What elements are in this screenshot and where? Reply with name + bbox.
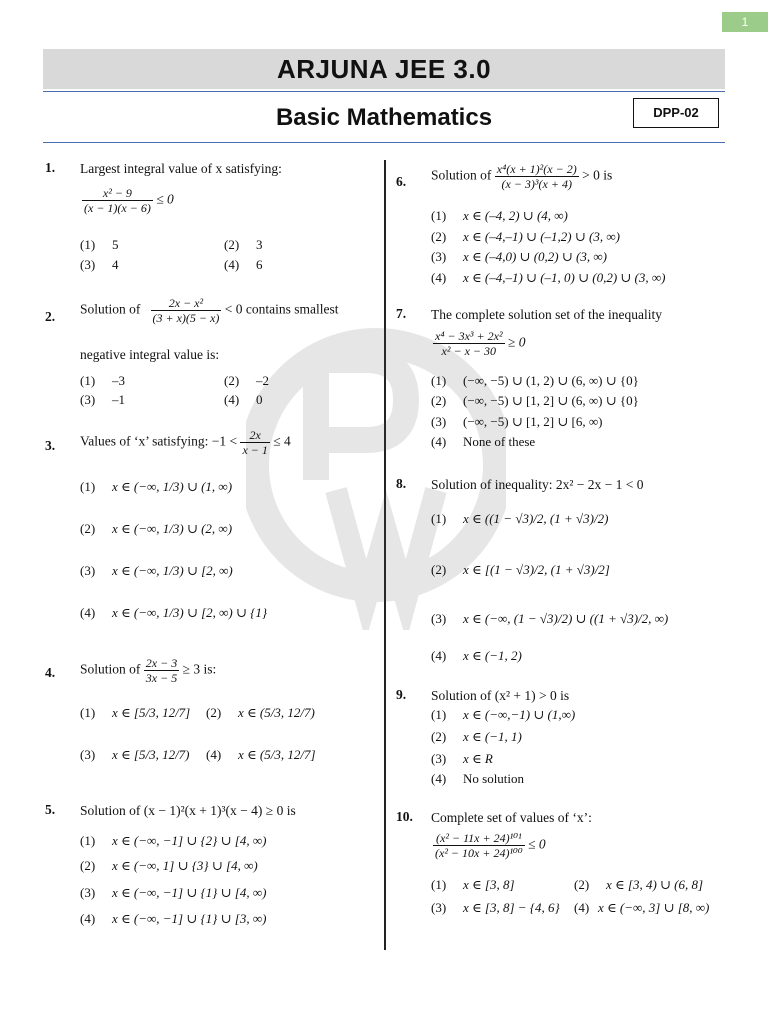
page-title: ARJUNA JEE 3.0 (43, 49, 725, 89)
option-text: x ∈ (−∞,−1) ∪ (1,∞) (463, 707, 576, 722)
q4-numerator: 2x − 3 (145, 656, 178, 670)
page-subtitle: Basic Mathematics (275, 104, 493, 131)
q3-denominator: x − 1 (242, 443, 268, 457)
dpp-badge: DPP-02 (633, 98, 719, 128)
q8-option-3[interactable] (431, 610, 668, 628)
option-text: 4 (112, 257, 119, 272)
q4-number: 4. (45, 665, 56, 680)
q6-number: 6. (396, 174, 407, 189)
q3-relation: ≤ 4 (273, 433, 291, 449)
q4-option-2[interactable] (206, 704, 315, 722)
option-text: x ∈ [3, 8] (463, 877, 515, 892)
option-text: 5 (112, 237, 119, 252)
option-label: (4) (224, 257, 240, 272)
option-label: (2) (80, 521, 96, 536)
q5-number: 5. (45, 802, 56, 817)
option-label: (3) (431, 751, 447, 766)
option-text: –1 (112, 392, 125, 407)
q10-denominator: (x² − 10x + 24)¹⁰⁰ (435, 846, 523, 860)
q5-option-1[interactable] (80, 832, 266, 850)
option-text: –3 (112, 373, 125, 388)
option-label: (4) (206, 747, 222, 762)
option-text: x ∈ (−∞, 1/3) ∪ (1, ∞) (112, 479, 233, 494)
q6-option-3[interactable] (431, 248, 607, 266)
option-text: 3 (256, 237, 263, 252)
page-number: 1 (722, 12, 768, 32)
q1-option-2[interactable] (224, 236, 263, 254)
option-text: x ∈ (–4,–1) ∪ (–1, 0) ∪ (0,2) ∪ (3, ∞) (463, 270, 666, 285)
q4-relation: ≥ 3 is: (182, 661, 217, 677)
q7-number: 7. (396, 306, 407, 321)
q3-option-2[interactable] (80, 520, 232, 538)
option-text: x ∈ (−∞, −1] ∪ {1} ∪ [3, ∞) (112, 911, 267, 926)
q2-prefix: Solution of (80, 301, 141, 317)
q3-text (80, 428, 291, 457)
q10-option-4[interactable] (574, 899, 709, 917)
q7-option-4[interactable] (431, 433, 535, 451)
option-text: x ∈ (−∞, (1 − √3)/2) ∪ ((1 + √3)/2, ∞) (463, 611, 669, 626)
q8-option-1[interactable] (431, 510, 608, 528)
q9-option-2[interactable] (431, 728, 522, 746)
option-label: (3) (80, 747, 96, 762)
option-text: x ∈ ((1 − √3)/2, (1 + √3)/2) (463, 511, 609, 526)
q5-option-2[interactable] (80, 857, 258, 875)
option-label: (2) (574, 877, 590, 892)
q7-expression (433, 329, 525, 358)
option-label: (3) (431, 414, 447, 429)
option-text: x ∈ (−∞, 1/3) ∪ [2, ∞) (112, 563, 233, 578)
q6-prefix: Solution of (431, 167, 492, 183)
option-label: (3) (80, 257, 96, 272)
q3-option-4[interactable] (80, 604, 267, 622)
q7-text: The complete solution set of the inequality (431, 307, 662, 322)
q8-option-4[interactable] (431, 647, 522, 665)
q1-denominator: (x − 1)(x − 6) (84, 201, 151, 215)
q7-relation: ≥ 0 (507, 334, 526, 350)
option-label: (4) (431, 434, 447, 449)
option-label: (2) (431, 729, 447, 744)
option-label: (1) (431, 707, 447, 722)
q1-option-4[interactable] (224, 256, 263, 274)
option-text: 6 (256, 257, 263, 272)
q2-relation: < 0 contains smallest (224, 301, 339, 317)
option-text: x ∈ (−∞, 1/3) ∪ (2, ∞) (112, 521, 233, 536)
title-underline (43, 91, 725, 92)
option-label: (1) (80, 373, 96, 388)
q3-option-3[interactable] (80, 562, 233, 580)
option-text: x ∈ (–4,0) ∪ (0,2) ∪ (3, ∞) (463, 249, 607, 264)
q4-prefix: Solution of (80, 661, 141, 677)
option-label: (4) (431, 270, 447, 285)
option-text: None of these (463, 434, 536, 449)
option-text: x ∈ (−∞, 3] ∪ [8, ∞) (598, 900, 710, 915)
q3-option-1[interactable] (80, 478, 232, 496)
option-label: (1) (80, 237, 96, 252)
option-text: (−∞, −5) ∪ (1, 2) ∪ (6, ∞) ∪ {0} (463, 373, 639, 388)
q9-number: 9. (396, 687, 407, 702)
option-label: (3) (431, 249, 447, 264)
q3-prefix: Values of ‘x’ satisfying: −1 < (80, 433, 238, 449)
option-text: x ∈ [3, 4) ∪ (6, 8] (606, 877, 704, 892)
q2-option-1[interactable] (80, 372, 125, 390)
option-label: (2) (224, 237, 240, 252)
q7-numerator: x⁴ − 3x³ + 2x² (435, 329, 503, 343)
option-label: (3) (431, 900, 447, 915)
q1-relation: ≤ 0 (156, 191, 174, 207)
q5-text: Solution of (x − 1)²(x + 1)³(x − 4) ≥ 0 is (80, 803, 296, 818)
option-text: x ∈ (−∞, −1] ∪ {2} ∪ [4, ∞) (112, 833, 267, 848)
q10-numerator: (x² − 11x + 24)¹⁰¹ (433, 831, 525, 846)
q2-denominator: (3 + x)(5 − x) (152, 311, 220, 325)
q9-option-3[interactable] (431, 750, 493, 768)
q2-option-4[interactable] (224, 391, 263, 409)
option-label: (1) (431, 208, 447, 223)
option-label: (4) (574, 900, 590, 915)
q10-expression (433, 831, 546, 860)
option-label: (3) (80, 392, 96, 407)
option-text: x ∈ (−1, 2) (463, 648, 522, 663)
q8-option-2[interactable] (431, 561, 610, 579)
option-text: x ∈ [(1 − √3)/2, (1 + √3)/2] (463, 562, 610, 577)
option-label: (3) (431, 611, 447, 626)
option-label: (2) (206, 705, 222, 720)
q6-option-1[interactable] (431, 207, 568, 225)
option-label: (2) (431, 393, 447, 408)
option-label: (2) (431, 229, 447, 244)
q10-option-3[interactable] (431, 899, 560, 917)
q7-option-3[interactable] (431, 413, 602, 431)
q8-number: 8. (396, 476, 407, 491)
option-text: x ∈ (–4,–1) ∪ (–1,2) ∪ (3, ∞) (463, 229, 620, 244)
q10-relation: ≤ 0 (528, 836, 546, 852)
q4-option-1[interactable] (80, 704, 190, 722)
option-label: (1) (431, 877, 447, 892)
q9-text: Solution of (x² + 1) > 0 is (431, 688, 570, 703)
option-label: (2) (80, 858, 96, 873)
q4-option-4[interactable] (206, 746, 316, 764)
q10-number: 10. (396, 809, 413, 824)
option-text: x ∈ (−1, 1) (463, 729, 522, 744)
q1-numerator: x² − 9 (82, 186, 153, 201)
option-text: –2 (256, 373, 269, 388)
option-text: x ∈ (−∞, 1/3) ∪ [2, ∞) ∪ {1} (112, 605, 268, 620)
option-label: (1) (431, 511, 447, 526)
option-label: (4) (80, 911, 96, 926)
q6-numerator: x⁴(x + 1)²(x − 2) (496, 162, 577, 176)
q1-option-1[interactable] (80, 236, 119, 254)
option-text: (−∞, −5) ∪ [1, 2] ∪ (6, ∞) ∪ {0} (463, 393, 639, 408)
option-text: No solution (463, 771, 525, 786)
q1-text: Largest integral value of x satisfying: (80, 161, 282, 176)
q9-option-1[interactable] (431, 706, 575, 724)
option-label: (2) (224, 373, 240, 388)
q5-option-3[interactable] (80, 884, 266, 902)
option-text: x ∈ (–4, 2) ∪ (4, ∞) (463, 208, 568, 223)
q1-expression (82, 186, 174, 215)
option-label: (3) (80, 885, 96, 900)
option-text: (−∞, −5) ∪ [1, 2] ∪ [6, ∞) (463, 414, 603, 429)
q4-option-3[interactable] (80, 746, 190, 764)
q4-text (80, 656, 216, 685)
option-label: (1) (431, 373, 447, 388)
option-label: (1) (80, 833, 96, 848)
q10-text: Complete set of values of ‘x’: (431, 810, 592, 825)
q8-text: Solution of inequality: 2x² − 2x − 1 < 0 (431, 477, 644, 492)
q6-text (431, 162, 612, 191)
q5-option-4[interactable] (80, 910, 266, 928)
option-label: (1) (80, 705, 96, 720)
q3-numerator: 2x (240, 428, 269, 443)
option-label: (4) (80, 605, 96, 620)
option-label: (1) (80, 479, 96, 494)
option-label: (3) (80, 563, 96, 578)
option-label: (4) (431, 648, 447, 663)
q7-denominator: x² − x − 30 (441, 344, 496, 358)
q2-text-continued: negative integral value is: (80, 347, 220, 362)
option-text: x ∈ (−∞, −1] ∪ {1} ∪ [4, ∞) (112, 885, 267, 900)
q2-number: 2. (45, 309, 56, 324)
q2-numerator: 2x − x² (151, 296, 222, 311)
q2-option-3[interactable] (80, 391, 125, 409)
q1-option-3[interactable] (80, 256, 119, 274)
q4-denominator: 3x − 5 (145, 671, 178, 685)
q6-option-4[interactable] (431, 269, 665, 287)
q2-option-2[interactable] (224, 372, 269, 390)
q6-denominator: (x − 3)³(x + 4) (501, 177, 572, 191)
option-text: x ∈ (−∞, 1] ∪ {3} ∪ [4, ∞) (112, 858, 258, 873)
option-label: (2) (431, 562, 447, 577)
header-divider (43, 142, 725, 143)
q6-option-2[interactable] (431, 228, 620, 246)
option-label: (4) (431, 771, 447, 786)
q2-text (80, 296, 338, 325)
q6-relation: > 0 is (582, 167, 613, 183)
option-text: x ∈ [5/3, 12/7) (112, 747, 190, 762)
option-text: x ∈ [5/3, 12/7] (112, 705, 191, 720)
q9-option-4[interactable] (431, 770, 524, 788)
option-text: 0 (256, 392, 263, 407)
q7-option-2[interactable] (431, 392, 639, 410)
option-label: (4) (224, 392, 240, 407)
option-text: x ∈ R (463, 751, 493, 766)
option-text: x ∈ (5/3, 12/7] (238, 747, 316, 762)
q10-option-2[interactable] (574, 876, 703, 894)
option-text: x ∈ [3, 8] − {4, 6} (463, 900, 560, 915)
option-text: x ∈ (5/3, 12/7) (238, 705, 315, 720)
q10-option-1[interactable] (431, 876, 515, 894)
q3-number: 3. (45, 438, 56, 453)
q7-option-1[interactable] (431, 372, 639, 390)
q1-number: 1. (45, 160, 56, 175)
